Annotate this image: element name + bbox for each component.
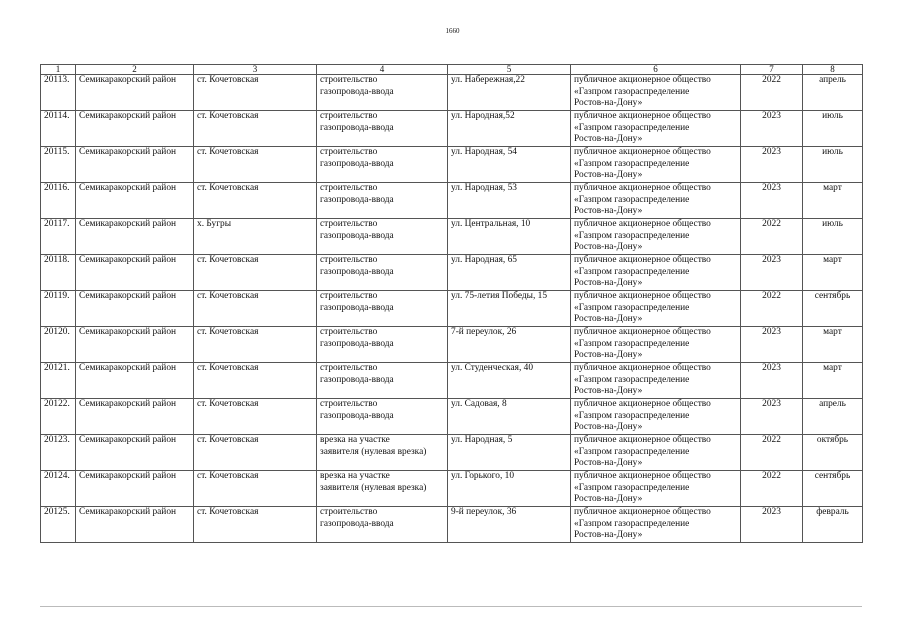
organization-cell-line: «Газпром газораспределение xyxy=(574,302,690,313)
organization-cell-line: «Газпром газораспределение xyxy=(574,374,690,385)
address-cell: 9-й переулок, 36 xyxy=(448,507,571,543)
organization-cell xyxy=(571,147,741,183)
organization-cell-line: публичное акционерное общество xyxy=(574,327,711,337)
row-number-cell: 20113. xyxy=(41,75,76,111)
district-cell: Семикаракорский район xyxy=(76,291,194,327)
organization-cell-line: «Газпром газораспределение xyxy=(574,230,690,241)
address-cell: ул. Народная, 53 xyxy=(448,183,571,219)
header-col-5: 5 xyxy=(448,65,571,75)
settlement-cell: ст. Кочетовская xyxy=(194,435,317,471)
organization-cell-line: «Газпром газораспределение xyxy=(574,158,690,169)
year-cell: 2023 xyxy=(741,147,803,183)
year-cell: 2022 xyxy=(741,219,803,255)
address-cell: ул. Народная, 54 xyxy=(448,147,571,183)
month-cell: март xyxy=(803,363,863,399)
table-row xyxy=(41,147,863,183)
table-row xyxy=(41,111,863,147)
organization-cell-line: «Газпром газораспределение xyxy=(574,122,690,133)
work-type-cell-line: газопровода-ввода xyxy=(320,230,394,241)
row-number-cell: 20119. xyxy=(41,291,76,327)
organization-cell xyxy=(571,291,741,327)
row-number-cell: 20125. xyxy=(41,507,76,543)
work-type-cell-line: газопровода-ввода xyxy=(320,410,394,421)
month-cell: сентябрь xyxy=(803,471,863,507)
month-cell: апрель xyxy=(803,399,863,435)
month-cell: март xyxy=(803,327,863,363)
organization-cell-line: публичное акционерное общество xyxy=(574,219,711,229)
organization-cell-line: Ростов-на-Дону» xyxy=(574,206,643,217)
work-type-cell xyxy=(317,75,448,111)
settlement-cell: х. Бугры xyxy=(194,219,317,255)
year-cell: 2023 xyxy=(741,183,803,219)
work-type-cell-line: строительство xyxy=(320,327,378,337)
work-type-cell-line: газопровода-ввода xyxy=(320,302,394,313)
organization-cell xyxy=(571,471,741,507)
month-cell: февраль xyxy=(803,507,863,543)
work-type-cell-line: газопровода-ввода xyxy=(320,266,394,277)
organization-cell-line: Ростов-на-Дону» xyxy=(574,530,643,541)
year-cell: 2023 xyxy=(741,507,803,543)
organization-cell-line: публичное акционерное общество xyxy=(574,147,711,157)
settlement-cell: ст. Кочетовская xyxy=(194,183,317,219)
organization-cell xyxy=(571,507,741,543)
row-number-cell: 20116. xyxy=(41,183,76,219)
page-bottom-divider xyxy=(40,606,862,607)
organization-cell-line: Ростов-на-Дону» xyxy=(574,458,643,469)
work-type-cell-line: строительство xyxy=(320,147,378,157)
work-type-cell-line: газопровода-ввода xyxy=(320,338,394,349)
work-type-cell xyxy=(317,183,448,219)
settlement-cell: ст. Кочетовская xyxy=(194,291,317,327)
year-cell: 2022 xyxy=(741,75,803,111)
organization-cell-line: публичное акционерное общество xyxy=(574,507,711,517)
year-cell: 2023 xyxy=(741,399,803,435)
organization-cell-line: Ростов-на-Дону» xyxy=(574,278,643,289)
work-type-cell xyxy=(317,507,448,543)
address-cell: ул. Народная, 5 xyxy=(448,435,571,471)
work-type-cell xyxy=(317,327,448,363)
table-row xyxy=(41,75,863,111)
organization-cell-line: «Газпром газораспределение xyxy=(574,86,690,97)
organization-cell xyxy=(571,327,741,363)
work-type-cell-line: строительство xyxy=(320,255,378,265)
district-cell: Семикаракорский район xyxy=(76,219,194,255)
organization-cell-line: Ростов-на-Дону» xyxy=(574,494,643,505)
settlement-cell: ст. Кочетовская xyxy=(194,75,317,111)
month-cell: март xyxy=(803,255,863,291)
row-number-cell: 20121. xyxy=(41,363,76,399)
district-cell: Семикаракорский район xyxy=(76,147,194,183)
table-row xyxy=(41,327,863,363)
month-cell: апрель xyxy=(803,75,863,111)
work-type-cell-line: газопровода-ввода xyxy=(320,518,394,529)
organization-cell-line: публичное акционерное общество xyxy=(574,435,711,445)
table-row xyxy=(41,291,863,327)
row-number-cell: 20122. xyxy=(41,399,76,435)
organization-cell-line: публичное акционерное общество xyxy=(574,183,711,193)
work-type-cell xyxy=(317,219,448,255)
settlement-cell: ст. Кочетовская xyxy=(194,399,317,435)
table-row xyxy=(41,363,863,399)
work-type-cell xyxy=(317,435,448,471)
district-cell: Семикаракорский район xyxy=(76,435,194,471)
year-cell: 2023 xyxy=(741,363,803,399)
header-col-6: 6 xyxy=(571,65,741,75)
organization-cell-line: «Газпром газораспределение xyxy=(574,446,690,457)
table-row xyxy=(41,219,863,255)
organization-cell-line: Ростов-на-Дону» xyxy=(574,134,643,145)
district-cell: Семикаракорский район xyxy=(76,399,194,435)
district-cell: Семикаракорский район xyxy=(76,111,194,147)
work-type-cell-line: газопровода-ввода xyxy=(320,158,394,169)
address-cell: ул. Садовая, 8 xyxy=(448,399,571,435)
organization-cell xyxy=(571,111,741,147)
month-cell: июль xyxy=(803,219,863,255)
work-type-cell xyxy=(317,111,448,147)
organization-cell-line: публичное акционерное общество xyxy=(574,363,711,373)
organization-cell-line: Ростов-на-Дону» xyxy=(574,386,643,397)
work-type-cell-line: строительство xyxy=(320,111,378,121)
row-number-cell: 20117. xyxy=(41,219,76,255)
header-col-7: 7 xyxy=(741,65,803,75)
district-cell: Семикаракорский район xyxy=(76,183,194,219)
work-type-cell-line: заявителя (нулевая врезка) xyxy=(320,482,427,493)
month-cell: октябрь xyxy=(803,435,863,471)
work-type-cell-line: газопровода-ввода xyxy=(320,374,394,385)
table-row xyxy=(41,471,863,507)
header-col-2: 2 xyxy=(76,65,194,75)
organization-cell-line: публичное акционерное общество xyxy=(574,399,711,409)
work-type-cell-line: заявителя (нулевая врезка) xyxy=(320,446,427,457)
work-type-cell-line: газопровода-ввода xyxy=(320,194,394,205)
organization-cell-line: публичное акционерное общество xyxy=(574,75,711,85)
year-cell: 2023 xyxy=(741,327,803,363)
month-cell: июль xyxy=(803,147,863,183)
work-type-cell xyxy=(317,255,448,291)
row-number-cell: 20123. xyxy=(41,435,76,471)
header-col-3: 3 xyxy=(194,65,317,75)
row-number-cell: 20115. xyxy=(41,147,76,183)
table-row xyxy=(41,183,863,219)
work-type-cell xyxy=(317,291,448,327)
work-type-cell-line: строительство xyxy=(320,291,378,301)
work-type-cell-line: строительство xyxy=(320,183,378,193)
year-cell: 2022 xyxy=(741,435,803,471)
work-type-cell-line: строительство xyxy=(320,363,378,373)
row-number-cell: 20124. xyxy=(41,471,76,507)
header-row xyxy=(41,65,863,75)
table-row xyxy=(41,255,863,291)
address-cell: ул. Центральная, 10 xyxy=(448,219,571,255)
organization-cell xyxy=(571,255,741,291)
district-cell: Семикаракорский район xyxy=(76,507,194,543)
table-row xyxy=(41,435,863,471)
organization-cell-line: публичное акционерное общество xyxy=(574,111,711,121)
work-type-cell-line: строительство xyxy=(320,219,378,229)
settlement-cell: ст. Кочетовская xyxy=(194,111,317,147)
organization-cell-line: «Газпром газораспределение xyxy=(574,410,690,421)
year-cell: 2023 xyxy=(741,255,803,291)
work-type-cell-line: врезка на участке xyxy=(320,435,390,445)
organization-cell-line: Ростов-на-Дону» xyxy=(574,350,643,361)
row-number-cell: 20114. xyxy=(41,111,76,147)
address-cell: 7-й переулок, 26 xyxy=(448,327,571,363)
table-row xyxy=(41,507,863,543)
table-body xyxy=(41,75,863,543)
organization-cell-line: публичное акционерное общество xyxy=(574,255,711,265)
header-col-1: 1 xyxy=(41,65,76,75)
month-cell: март xyxy=(803,183,863,219)
organization-cell-line: «Газпром газораспределение xyxy=(574,482,690,493)
table-row xyxy=(41,399,863,435)
settlement-cell: ст. Кочетовская xyxy=(194,363,317,399)
organization-cell xyxy=(571,399,741,435)
page-number: 1660 xyxy=(445,27,460,35)
settlement-cell: ст. Кочетовская xyxy=(194,507,317,543)
district-cell: Семикаракорский район xyxy=(76,327,194,363)
organization-cell-line: «Газпром газораспределение xyxy=(574,518,690,529)
address-cell: ул. Народная,52 xyxy=(448,111,571,147)
district-cell: Семикаракорский район xyxy=(76,471,194,507)
year-cell: 2022 xyxy=(741,471,803,507)
organization-cell xyxy=(571,363,741,399)
organization-cell xyxy=(571,219,741,255)
work-type-cell-line: строительство xyxy=(320,507,378,517)
district-cell: Семикаракорский район xyxy=(76,255,194,291)
organization-cell-line: Ростов-на-Дону» xyxy=(574,170,643,181)
work-type-cell xyxy=(317,147,448,183)
work-type-cell xyxy=(317,399,448,435)
organization-cell-line: «Газпром газораспределение xyxy=(574,266,690,277)
work-type-cell-line: газопровода-ввода xyxy=(320,86,394,97)
organization-cell-line: публичное акционерное общество xyxy=(574,471,711,481)
month-cell: сентябрь xyxy=(803,291,863,327)
settlement-cell: ст. Кочетовская xyxy=(194,255,317,291)
work-type-cell-line: строительство xyxy=(320,75,378,85)
address-cell: ул. Горького, 10 xyxy=(448,471,571,507)
header-col-8: 8 xyxy=(803,65,863,75)
settlement-cell: ст. Кочетовская xyxy=(194,147,317,183)
address-cell: ул. 75-летия Победы, 15 xyxy=(448,291,571,327)
organization-cell-line: Ростов-на-Дону» xyxy=(574,98,643,109)
organization-cell-line: публичное акционерное общество xyxy=(574,291,711,301)
address-cell: ул. Набережная,22 xyxy=(448,75,571,111)
address-cell: ул. Студенческая, 40 xyxy=(448,363,571,399)
year-cell: 2022 xyxy=(741,291,803,327)
organization-cell-line: Ростов-на-Дону» xyxy=(574,422,643,433)
gasification-registry-table xyxy=(40,64,863,543)
organization-cell xyxy=(571,435,741,471)
settlement-cell: ст. Кочетовская xyxy=(194,327,317,363)
organization-cell xyxy=(571,183,741,219)
work-type-cell-line: газопровода-ввода xyxy=(320,122,394,133)
work-type-cell xyxy=(317,471,448,507)
year-cell: 2023 xyxy=(741,111,803,147)
row-number-cell: 20118. xyxy=(41,255,76,291)
organization-cell-line: Ростов-на-Дону» xyxy=(574,314,643,325)
header-col-4: 4 xyxy=(317,65,448,75)
organization-cell xyxy=(571,75,741,111)
work-type-cell-line: врезка на участке xyxy=(320,471,390,481)
month-cell: июль xyxy=(803,111,863,147)
address-cell: ул. Народная, 65 xyxy=(448,255,571,291)
organization-cell-line: Ростов-на-Дону» xyxy=(574,242,643,253)
work-type-cell xyxy=(317,363,448,399)
table-header xyxy=(41,65,863,75)
work-type-cell-line: строительство xyxy=(320,399,378,409)
district-cell: Семикаракорский район xyxy=(76,363,194,399)
organization-cell-line: «Газпром газораспределение xyxy=(574,194,690,205)
organization-cell-line: «Газпром газораспределение xyxy=(574,338,690,349)
settlement-cell: ст. Кочетовская xyxy=(194,471,317,507)
district-cell: Семикаракорский район xyxy=(76,75,194,111)
row-number-cell: 20120. xyxy=(41,327,76,363)
